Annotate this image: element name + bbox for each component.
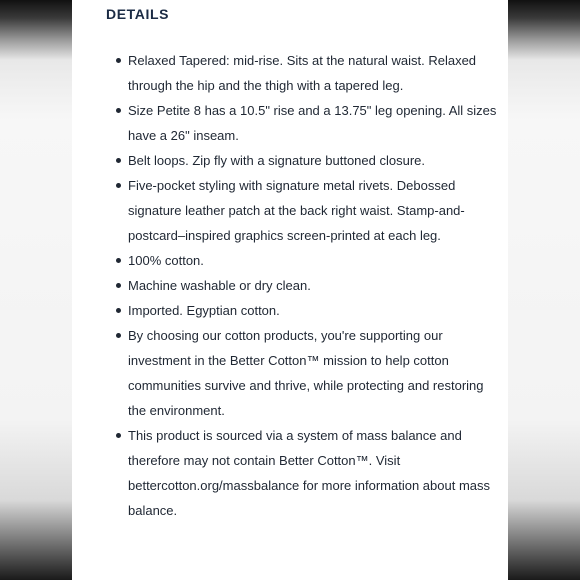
- right-blurred-border: [508, 0, 580, 580]
- details-panel: [72, 0, 508, 580]
- list-item: By choosing our cotton products, you're supporting our investment in the Better Cotton™ mission to help cotton communities survive and thrive, while protecting and restoring the environment.: [128, 323, 500, 423]
- list-item: Relaxed Tapered: mid-rise. Sits at the natural waist. Relaxed through the hip and the thigh with a tapered leg.: [128, 48, 500, 98]
- list-item: Imported. Egyptian cotton.: [128, 298, 500, 323]
- list-item: 100% cotton.: [128, 248, 500, 273]
- details-list: [106, 48, 500, 523]
- details-heading: DETAILS: [106, 6, 170, 22]
- list-item: Five-pocket styling with signature metal rivets. Debossed signature leather patch at the back right waist. Stamp-and-postcard–inspired graphics screen-printed at each leg.: [128, 173, 500, 248]
- list-item: Machine washable or dry clean.: [128, 273, 500, 298]
- left-blurred-border: [0, 0, 72, 580]
- list-item: This product is sourced via a system of mass balance and therefore may not contain Better Cotton™. Visit bettercotton.org/massbalance for more information about mass balance.: [128, 423, 500, 523]
- list-item: Size Petite 8 has a 10.5" rise and a 13.75" leg opening. All sizes have a 26" inseam.: [128, 98, 500, 148]
- list-item: Belt loops. Zip fly with a signature buttoned closure.: [128, 148, 500, 173]
